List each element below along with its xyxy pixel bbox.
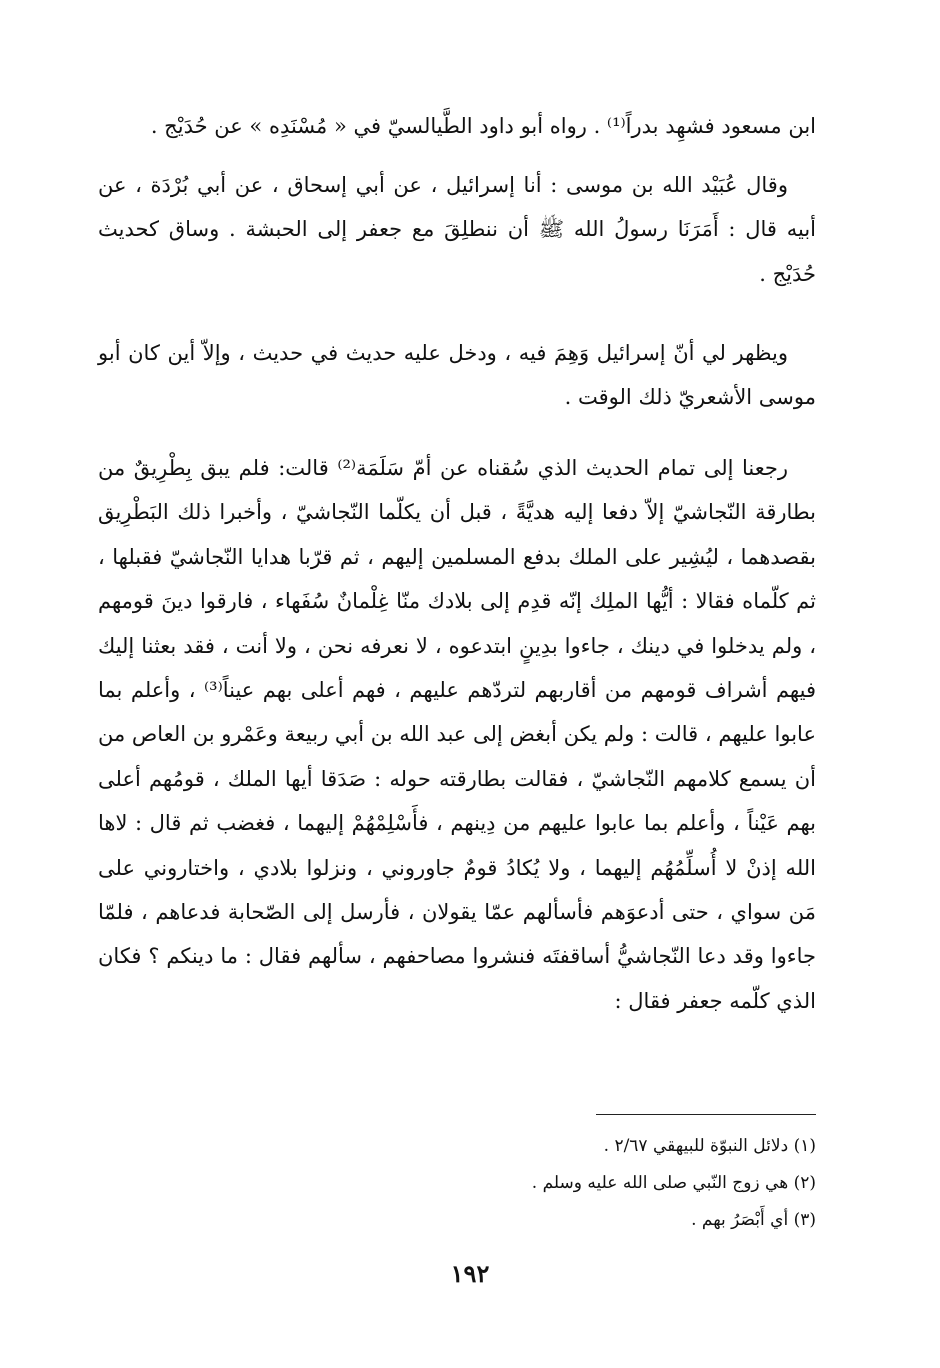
main-text-block-3 bbox=[98, 331, 816, 420]
footnote-separator bbox=[596, 1114, 816, 1115]
footnote-2: (٢) هي زوج النّبي صلى الله عليه وسلم . bbox=[531, 1173, 816, 1193]
paragraph-1: ابن مسعود فشهِد بدراً⁽¹⁾ . رواه أبو داود الطَّيالسيّ في « مُسْنَدِه » عن حُدَيْج . bbox=[150, 114, 816, 138]
main-text-block-1 bbox=[98, 104, 816, 148]
main-text-block-2 bbox=[98, 163, 816, 296]
page-number: ١٩٢ bbox=[450, 1259, 490, 1288]
paragraph-3: ويظهر لي أنّ إسرائيل وَهِمَ فيه ، ودخل عليه حديث في حديث ، وإلاّ أين كان أبو موسى الأشعريّ ذلك الوقت . bbox=[98, 341, 816, 410]
paragraph-4: رجعنا إلى تمام الحديث الذي سُقناه عن أمّ سَلَمَة⁽²⁾ قالت: فلم يبق بِطْرِيقٌ من بطارقة النّجاشيّ إلاّ دفعا إليه هديَّةً ، قبل أن يكلّما النّجاشيّ ، وأخبرا ذلك البَطْرِيق بقصدهما ، ليُشِير على الملك بدفع المسلمين إليهم ، ثم قرّبا هدايا النّجاشيّ فقبلها ، ثم كلّماه فقالا : أيُّها الملِك إنّه قدِم إلى بلادك منّا غِلْمانٌ سُفَهاء ، فارقوا دينَ قومهم ، ولم يدخلوا في دينك ، جاءوا بدِينٍ ابتدعوه ، لا نعرفه نحن ، ولا أنت ، فقد بعثنا إليك فيهم أشراف قومهم من أقاربهم لتردّهم عليهم ، فهم أعلى بهم عيناً⁽³⁾ ، وأعلم بما عابوا عليهم ، قالت : ولم يكن أبغض إلى عبد الله بن أبي ربيعة وعَمْرو بن العاص من أن يسمع كلامهم النّجاشيّ ، فقالت بطارقته حوله : صَدَقا أيها الملك ، قومُهم أعلى بهم عَيْناً ، وأعلم بما عابوا عليهم من دِينهم ، فأَسْلِمْهُمْ إليهما ، فغضب ثم قال : لاها الله إذنْ لا أُسلِّمُهُم إليهما ، ولا يُكادُ قومٌ جاوروني ، ونزلوا بلادي ، واختاروني على مَن سواي ، حتى أدعوَهم فأسألهم عمّا يقولان ، فأرسل إلى الصّحابة فدعاهم ، فلمّا جاءوا وقد دعا النّجاشيُّ أساقفتَه فنشروا مصاحفهم ، سألهم فقال : ما دينكم ؟ فكان الذي كلّمه جعفر فقال : bbox=[98, 456, 816, 1013]
footnote-3: (٣) أي أَبْصَرُ بهم . bbox=[691, 1210, 816, 1230]
footnotes bbox=[420, 1128, 816, 1239]
main-text-block-4 bbox=[98, 446, 816, 1023]
paragraph-2: وقال عُبَيْد الله بن موسى : أنا إسرائيل ، عن أبي إسحاق ، عن أبي بُرْدَة ، عن أبيه قال : أَمَرَنَا رسولُ الله ﷺ أن ننطلِقَ مع جعفر إلى الحبشة . وساق كحديث حُدَيْج . bbox=[98, 173, 816, 286]
footnote-1: (١) دلائل النبوّة للبيهقي ٢/٦٧ . bbox=[603, 1136, 816, 1156]
